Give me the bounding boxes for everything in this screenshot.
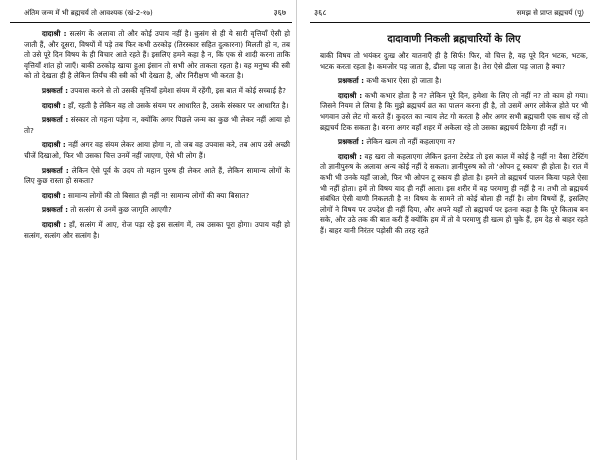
paragraph bbox=[320, 137, 588, 148]
left-page-header bbox=[10, 6, 292, 23]
paragraph bbox=[24, 115, 290, 136]
paragraph-text: संस्कार तो गहना पड़ेगा न, क्योंकि अगर पिछले जन्म का कुछ भी लेकर नहीं आया हो तो? bbox=[24, 115, 290, 135]
left-running-title: अंतिम जन्म में भी ब्रह्मचर्य तो आवश्यक (खं-2-१७) bbox=[24, 9, 153, 17]
paragraph-text: कभी कभार होता है न? लेकिन पूरे दिन, हमेशा के लिए तो नहीं न? तो काम हो गया। जिसने नियम ले लिया है कि मुझे ब्रह्मचर्य व्रत का पालन करना ही है, तो उसमें अगर लोकेज होते पर भी भगवान उसे लेट गो करते हैं। कुदरत का न्याय लेट गो करता है और अगर सभी ब्रह्मचारी एक साथ रहें तो ब्रह्मचर्य टिक सकता है। वरना अगर वहाँ शहर में अकेला रहे तो उसका ब्रह्मचर्य टिकेगा ही नहीं न। bbox=[320, 90, 589, 132]
paragraph bbox=[24, 220, 290, 241]
paragraph bbox=[24, 101, 290, 112]
speaker-label: दादाश्री : bbox=[338, 90, 363, 100]
speaker-label: प्रश्नकर्ता : bbox=[42, 165, 69, 175]
paragraph bbox=[320, 76, 588, 87]
speaker-label: प्रश्नकर्ता : bbox=[42, 85, 69, 95]
right-running-title: समझ से प्राप्त ब्रह्मचर्य (पू) bbox=[516, 9, 584, 17]
speaker-label: दादाश्री : bbox=[338, 151, 362, 161]
paragraph bbox=[24, 29, 290, 82]
speaker-label: प्रश्नकर्ता : bbox=[42, 115, 69, 125]
speaker-label: दादाश्री : bbox=[42, 219, 67, 229]
paragraph-text: कभी कभार ऐसा हो जाता है। bbox=[366, 76, 442, 86]
speaker-label: प्रश्नकर्ता : bbox=[42, 205, 69, 215]
paragraph-text: हाँ, रहती है लेकिन वह तो उसके संयम पर आधारित है, उसके संस्कार पर आधारित है। bbox=[67, 100, 289, 110]
paragraph-text: सामान्य लोगों की तो बिसात ही नहीं न! सामान्य लोगों की क्या बिसात? bbox=[67, 190, 250, 200]
speaker-label: दादाश्री : bbox=[42, 140, 66, 150]
gutter-divider bbox=[296, 0, 297, 460]
right-page-body bbox=[310, 23, 590, 237]
paragraph-text: वह खरा तो कहलाएगा लेकिन इतना टेस्टेड तो इस काल में कोई है नहीं न! वैसा टेस्टिंग तो ज्ञानीपुरुष के अलावा अन्य कोई नहीं दे सकता। ज्ञानीपुरुष को तो 'ओपन टू स्काय' ही होता है। रात में कभी भी उनके यहाँ जाओ, फिर भी ओपन टू स्काय ही होता है। हमने तो ब्रह्मचर्य पालन किया पहले ऐसा भी नहीं होता। हमें तो विषय याद ही नहीं आता। इस शरीर में वह परमाणु ही नहीं है न। तभी तो ब्रह्मचर्य संबंधित ऐसी वाणी निकलती है न! विषय के सामने तो कोई बोला ही नहीं है। लोग विषयों हैं, इसलिए लोगों ने विषय पर उपदेश ही नहीं दिया, और अपने यहाँ तो ब्रह्मचर्य पर इतना कहा है कि पूरे किताब बन सके, और उठे तक की बात करी हैं क्योंकि हम में तो वे परमाणु ही खत्म हो चुके हैं, हम देह से बाहर रहते हैं। बाहर यानी निरंतर पड़ोसी की तरह रहते bbox=[320, 151, 588, 235]
paragraph-text: हाँ, सत्संग में आए, रोज पड़ा रहे इस सत्संग में, तब उसका पूरा होगा। उपाय यही हो सत्संग, सत्संग और सत्संग है। bbox=[24, 219, 290, 240]
paragraph-text: लेकिन खत्म तो नहीं कहलाएगा न? bbox=[366, 137, 456, 147]
paragraph-text: सत्संग के अलावा तो और कोई उपाय नहीं है। कुसंग से ही ये सारी वृत्तियाँ ऐसी हो जाती हैं, और दूसरा, विषयों में पड़े तब फिर कभी ठरकोड़ (तिरस्कार सहित दुत्कारना) मिलती हो न, तब तो उसे पूरे दिन विषय के ही विचार आते रहते हैं। इसलिए हमने कहा है न, कि एक से शादी करना ताकि वृत्तियाँ शांत हो जाएँ। बाकी ठरकोड़ खाया हुआ इंसान तो सभी ओर ताकता रहता है। वह मनुष्य की स्त्री को तो देखता ही है लेकिन तिर्यंच की स्त्री को भी देखता है, और निरीक्षण भी करता है। bbox=[24, 29, 290, 81]
paragraph bbox=[320, 91, 588, 133]
paragraph bbox=[24, 86, 290, 97]
right-page-header bbox=[310, 6, 590, 23]
left-page-number: ३६७ bbox=[273, 8, 286, 17]
speaker-label: प्रश्नकर्ता : bbox=[338, 76, 365, 86]
right-page-number: ३६८ bbox=[314, 8, 327, 17]
paragraph-text: नहीं अगर वह संयम लेकर आया होगा न, तो जब वह उपवास करे, तब आप उसे अच्छी चीजें दिखाओ, फिर भी उसका चित्त उनमें नहीं जाएगा, ऐसे भी लोग हैं। bbox=[24, 140, 290, 160]
paragraph bbox=[24, 205, 290, 216]
paragraph-text: उपवास करने से तो उसकी वृत्तियाँ हमेशा संयम में रहेंगी, इस बात में कोई सच्चाई है? bbox=[70, 85, 286, 95]
chapter-title: दादावाणी निकली ब्रह्मचारियों के लिए bbox=[387, 34, 521, 45]
speaker-label: दादाश्री : bbox=[42, 100, 66, 110]
paragraph bbox=[24, 191, 290, 202]
speaker-label: प्रश्नकर्ता : bbox=[338, 137, 365, 147]
speaker-label: दादाश्री : bbox=[42, 190, 66, 200]
paragraph-text: तो सत्संग से उनमें कुछ जागृति आएगी? bbox=[70, 205, 172, 215]
right-page bbox=[302, 0, 600, 460]
speaker-label: दादाश्री : bbox=[42, 29, 67, 38]
paragraph bbox=[24, 140, 290, 161]
paragraph bbox=[24, 166, 290, 187]
paragraph bbox=[320, 152, 588, 237]
paragraph-text: लेकिन ऐसे पूर्व के उदय तो महान पुरुष ही लेकर आते हैं, लेकिन सामान्य लोगों के लिए कुछ रास्ता हो सकता? bbox=[24, 165, 290, 186]
left-page-body bbox=[10, 23, 292, 241]
paragraph bbox=[320, 51, 588, 72]
paragraph-text: बाकी विषय तो भयंकर दुःख और यातनाएँ ही है सिर्फ! फिर, वो चित्त है, वह पूरे दिन भटक, भटक, भटक करता रहता है। कमजोर पड़ जाता है, ढीला पड़ जाता है। तेरा ऐसे ढीला पड़ जाता है क्या? bbox=[320, 51, 588, 71]
